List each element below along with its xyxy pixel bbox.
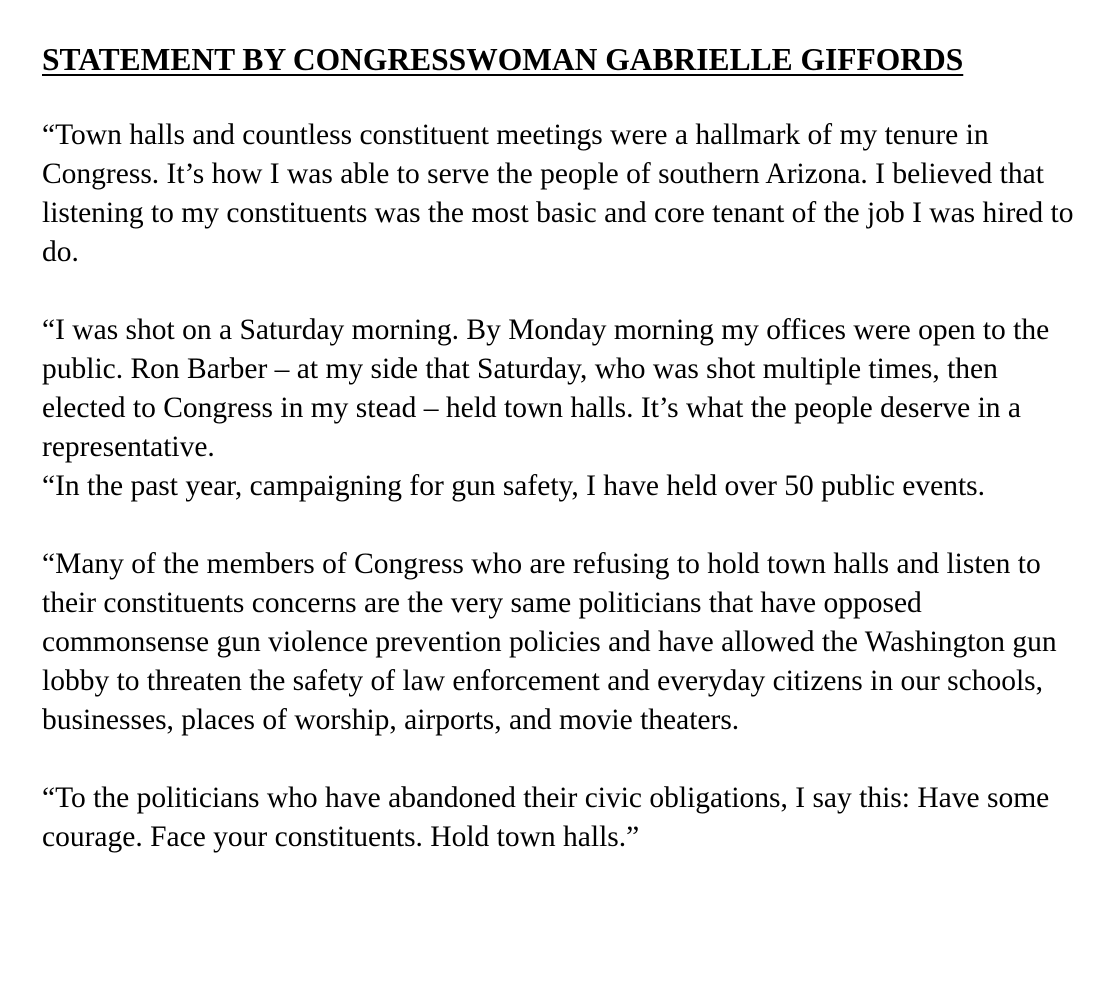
paragraph-closing: “To the politicians who have abandoned their civic obligations, I say this: Have some courage. Face your constituents. Hold town halls.” <box>42 782 1050 853</box>
paragraph-shot-saturday: “I was shot on a Saturday morning. By Monday morning my offices were open to the public. Ron Barber – at my side that Saturday, who was shot multiple times, then elected to Congress in my stead – held town halls. It’s what the people deserve in a representative. <box>42 314 1050 463</box>
statement-title: STATEMENT BY CONGRESSWOMAN GABRIELLE GIFFORDS <box>42 42 964 77</box>
paragraph-town-halls: “Town halls and countless constituent meetings were a hallmark of my tenure in Congress. It’s how I was able to serve the people of southern Arizona. I believed that listening to my constituents was the most basic and core tenant of the job I was hired to do. <box>42 119 1074 268</box>
paragraph-members-of-congress: “Many of the members of Congress who are refusing to hold town halls and listen to their constituents concerns are the very same politicians that have opposed commonsense gun violence prevention policies and have allowed the Washington gun lobby to threaten the safety of law enforcement and everyday citizens in our schools, businesses, places of worship, airports, and movie theaters. <box>42 548 1057 736</box>
paragraph-past-year: “In the past year, campaigning for gun safety, I have held over 50 public events. <box>42 470 986 502</box>
